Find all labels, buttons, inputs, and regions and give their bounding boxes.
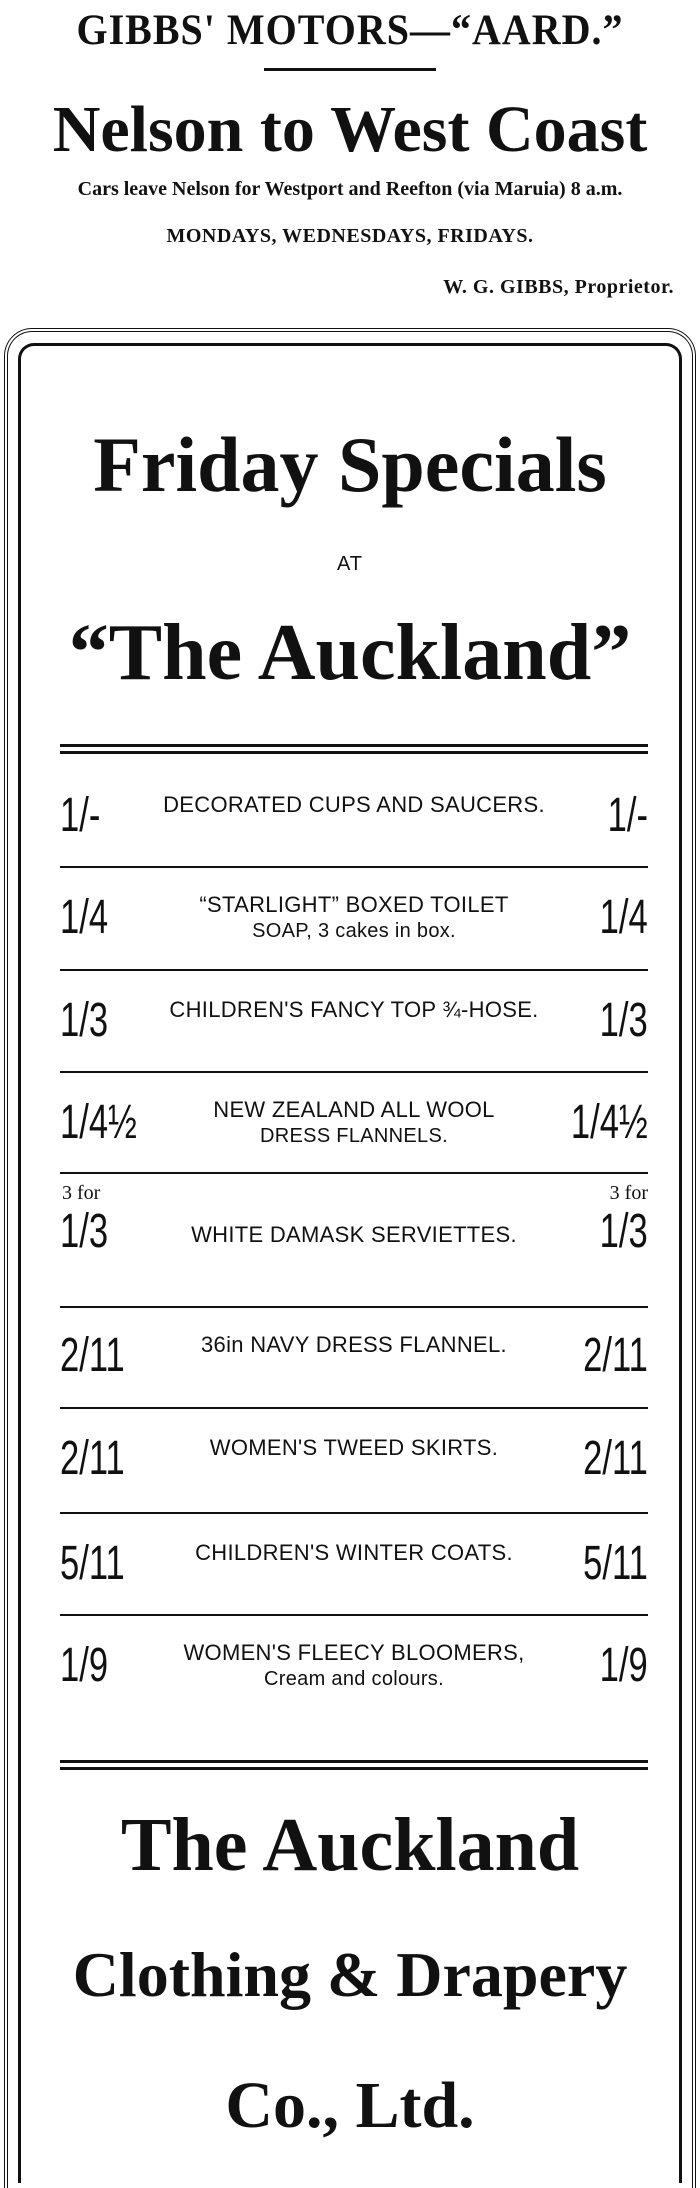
price-left: 5/11 (60, 1537, 125, 1590)
footer-store-name: The Auckland (120, 1803, 580, 1887)
price-right: 1/3 (599, 994, 648, 1047)
item-description-line1: CHILDREN'S WINTER COATS. (195, 1540, 513, 1565)
price-left: 1/3 (60, 1205, 109, 1258)
bottom-double-rule (60, 1760, 648, 1770)
special-item-row (60, 1620, 648, 1710)
departure-notice: Cars leave Nelson for Westport and Reefton (via Maruia) 8 a.m. (77, 178, 623, 200)
special-item-row (60, 872, 648, 962)
item-description (150, 1332, 558, 1358)
item-description-line1: “STARLIGHT” BOXED TOILET (199, 892, 509, 917)
price-right: 1/- (607, 789, 648, 842)
price-right: 1/9 (599, 1639, 648, 1692)
gibbs-title: GIBBS' MOTORS—“AARD.” (76, 5, 624, 54)
at-label: AT (336, 553, 364, 575)
price-prefix-right: 3 for (609, 1182, 648, 1204)
footer-company-suffix: Co., Ltd. (225, 2069, 475, 2142)
gibbs-divider (264, 68, 436, 71)
specials-heading: Friday Specials (93, 421, 607, 508)
footer-company-type: Clothing & Drapery (72, 1939, 628, 2010)
special-item-row (60, 770, 648, 860)
item-description-line2: Cream and colours. (264, 1668, 444, 1690)
special-item-row (60, 975, 648, 1065)
item-description-line2: SOAP, 3 cakes in box. (252, 920, 456, 942)
item-description-line1: WOMEN'S TWEED SKIRTS. (209, 1435, 499, 1460)
service-days: MONDAYS, WEDNESDAYS, FRIDAYS. (166, 225, 534, 247)
price-prefix-left: 3 for (62, 1182, 101, 1204)
item-description-line2: DRESS FLANNELS. (260, 1125, 448, 1147)
item-separator (60, 1512, 648, 1514)
special-item-row (60, 1413, 648, 1503)
item-description-line1: CHILDREN'S FANCY TOP ¾-HOSE. (169, 997, 539, 1022)
price-left: 1/- (60, 789, 101, 842)
item-description (150, 792, 558, 818)
proprietor-line: W. G. GIBBS, Proprietor. (443, 276, 674, 298)
price-right: 1/4½ (571, 1096, 648, 1149)
item-description-line1: DECORATED CUPS AND SAUCERS. (163, 792, 545, 817)
price-left: 1/9 (60, 1639, 109, 1692)
price-right: 2/11 (583, 1329, 648, 1382)
item-description (150, 1435, 558, 1461)
price-left: 1/3 (60, 994, 109, 1047)
item-description (150, 892, 558, 944)
special-item-row (60, 1518, 648, 1608)
item-separator (60, 1306, 648, 1308)
item-separator (60, 1407, 648, 1409)
item-description-line1: 36in NAVY DRESS FLANNEL. (201, 1332, 507, 1357)
item-description (150, 1540, 558, 1566)
item-description-line1: NEW ZEALAND ALL WOOL (213, 1097, 495, 1122)
top-double-rule (60, 744, 648, 754)
item-description-line1: WOMEN'S FLEECY BLOOMERS, (183, 1640, 525, 1665)
price-left: 1/4 (60, 891, 109, 944)
special-item-row (60, 1077, 648, 1167)
item-description (150, 1222, 558, 1248)
item-description (150, 1097, 558, 1149)
route-heading: Nelson to West Coast (52, 93, 648, 166)
price-left: 2/11 (60, 1432, 125, 1485)
item-description (150, 1640, 558, 1692)
price-right: 5/11 (583, 1537, 648, 1590)
special-item-row (60, 1310, 648, 1400)
item-description (150, 997, 558, 1023)
item-separator (60, 866, 648, 868)
item-separator (60, 1614, 648, 1616)
store-name-heading: “The Auckland” (68, 609, 632, 697)
price-right: 2/11 (583, 1432, 648, 1485)
price-right: 1/4 (599, 891, 648, 944)
item-description-line1: WHITE DAMASK SERVIETTES. (191, 1222, 517, 1247)
price-left: 1/4½ (60, 1096, 137, 1149)
price-right: 1/3 (599, 1205, 648, 1258)
price-left: 2/11 (60, 1329, 125, 1382)
item-separator (60, 1071, 648, 1073)
item-separator (60, 969, 648, 971)
item-separator (60, 1172, 648, 1174)
special-item-row (60, 1178, 648, 1268)
